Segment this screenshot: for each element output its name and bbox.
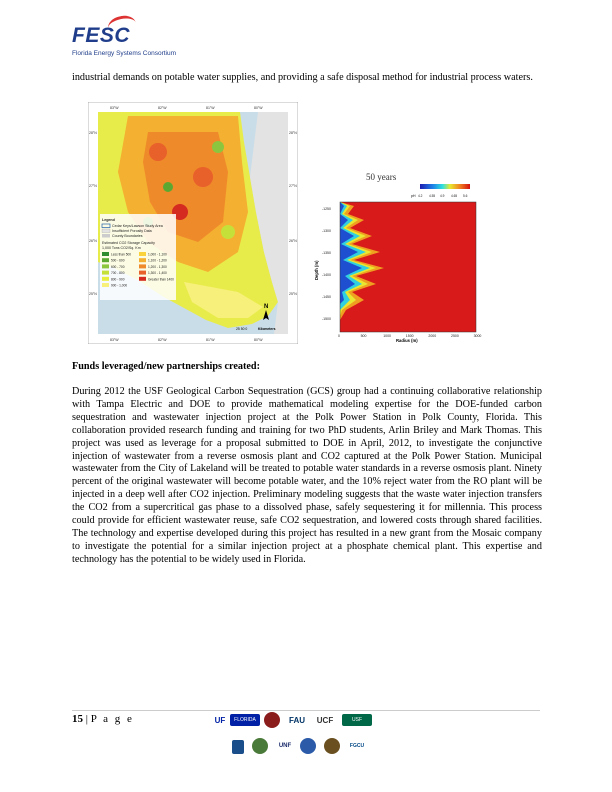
map-tick: 25°N: [89, 292, 97, 296]
famu-seal-icon: [252, 738, 268, 754]
map-tick: 82°W: [158, 106, 167, 110]
legend-swatch: [102, 229, 110, 233]
capacity-swatch: [139, 252, 146, 256]
capacity-label: Greater than 1400: [148, 277, 174, 282]
colorbar-tick: 5.6: [463, 194, 468, 198]
map-tick: 27°N: [89, 184, 97, 188]
florida-logo: FLORIDA: [230, 714, 260, 726]
map-tick: 26°N: [89, 239, 97, 243]
capacity-swatch: [102, 264, 109, 268]
fgcu-logo: FGCU: [346, 738, 368, 754]
colorbar-label: pH: [411, 194, 416, 198]
capacity-swatch: [139, 258, 146, 262]
intro-paragraph: industrial demands on potable water supplies, and providing a safe disposal method for industrial process waters.: [72, 72, 533, 83]
logo-text: FESC: [72, 24, 131, 47]
map-tick: 27°N: [289, 184, 297, 188]
capacity-label: 1,200 - 1,300: [148, 264, 167, 269]
capacity-units: 1,000 Tons CO2/Sq. Km: [102, 246, 141, 250]
map-tick: 28°N: [289, 131, 297, 135]
fau-logo: FAU: [286, 712, 308, 728]
plot-xtick: 1500: [405, 334, 414, 338]
plot-ytick: -1350: [322, 251, 331, 255]
capacity-swatch: [139, 271, 146, 275]
legend-item: Cedar Keys/Lawson Study Area: [112, 224, 163, 228]
legend-title: Legend: [102, 218, 115, 222]
capacity-swatch: [102, 252, 109, 256]
capacity-swatch: [102, 271, 109, 275]
plot-xtick: 2000: [428, 334, 437, 338]
plot-ytick: -1400: [322, 273, 331, 277]
colorbar-tick: 4.2: [418, 194, 423, 198]
plot-ytick: -1450: [322, 295, 331, 299]
north-label: N: [264, 304, 269, 310]
map-tick: 83°W: [110, 338, 119, 342]
capacity-label: 500 - 600: [111, 258, 125, 263]
colorbar-tick: 4.65: [451, 194, 458, 198]
legend-swatch: [102, 234, 110, 238]
scale-ticks: 25 50 0: [236, 327, 248, 331]
plot-title: 50 years: [366, 172, 397, 182]
plot-xtick: 3000: [473, 334, 482, 338]
map-tick: 25°N: [289, 292, 297, 296]
colorbar-tick: 4.9: [440, 194, 445, 198]
page-number-value: 15: [72, 713, 83, 725]
capacity-label: 600 - 700: [111, 264, 125, 269]
logo-subtitle: Florida Energy Systems Consortium: [72, 50, 177, 57]
ncf-seal-icon: [324, 738, 340, 754]
partner-logos-row-1: [212, 712, 392, 730]
colorbar-tick: 4.55: [429, 194, 436, 198]
map-tick: 26°N: [289, 239, 297, 243]
map-hotspot: [193, 167, 213, 187]
capacity-label: 1,100 - 1,200: [148, 258, 167, 263]
ph-plot: [310, 170, 490, 344]
capacity-swatch: [102, 277, 109, 281]
plot-xtick: 500: [360, 334, 367, 338]
capacity-label: 800 - 900: [111, 277, 125, 282]
legend-item: Insufficient Porosity Data: [112, 229, 152, 233]
capacity-label: 1,300 - 1,400: [148, 271, 167, 276]
capacity-label: 700 - 800: [111, 271, 125, 276]
ucf-logo: UCF: [312, 714, 338, 726]
map-tick: 83°W: [110, 106, 119, 110]
map-low-zone: [212, 141, 224, 153]
section-heading: Funds leveraged/new partnerships created:: [72, 361, 260, 372]
uwf-logo-icon: [232, 740, 244, 754]
capacity-swatch: [139, 277, 146, 281]
map-tick: 80°W: [254, 106, 263, 110]
plot-ylabel: Depth (m): [314, 260, 319, 280]
fsu-seal-icon: [264, 712, 280, 728]
capacity-label: Less than 500: [111, 252, 132, 257]
footer-divider: [72, 710, 540, 711]
plot-ytick: -1500: [322, 317, 331, 321]
legend-item: County Boundaries: [112, 234, 143, 238]
map-tick: 81°W: [206, 338, 215, 342]
plot-ytick: -1300: [322, 229, 331, 233]
plot-xtick: 2500: [451, 334, 459, 338]
map-low-zone: [163, 182, 173, 192]
map-tick: 28°N: [89, 131, 97, 135]
unf-logo: UNF: [276, 738, 294, 754]
map-hotspot: [149, 143, 167, 161]
usf-logo: USF: [342, 714, 372, 726]
map-legend: [100, 214, 176, 300]
capacity-label: 1,000 - 1,100: [148, 252, 167, 257]
capacity-swatch: [102, 283, 109, 287]
page-number: 15 | P a g e: [72, 713, 134, 725]
co2-storage-map: [88, 102, 298, 344]
capacity-swatch: [102, 258, 109, 262]
plot-xtick: 1000: [383, 334, 391, 338]
capacity-title: Estimated CO2 Storage Capacity: [102, 241, 155, 245]
map-tick: 82°W: [158, 338, 167, 342]
partner-logos-row-2: [232, 736, 382, 758]
page-label: P a g e: [90, 713, 134, 725]
uf-logo: UF: [212, 714, 228, 726]
colorbar: [420, 184, 470, 189]
map-tick: 81°W: [206, 106, 215, 110]
scale-label: Kilometers: [258, 327, 276, 331]
body-paragraph: During 2012 the USF Geological Carbon Sequestration (GCS) group had a continuing collaborative relationship with Tampa Electric and DOE to provide mathematical modeling expertise for the DOE-funded carbon sequestration and wastewater injection project at the Polk Power Station in Polk County, Florida. This collaboration provided research funding and training for two PhD students, Arlin Briley and Mark Thomas. This project was used as leverage for a proposal submitted to DOE in April, 2012, to investigate the conjunctive injection of wastewater from a reverse osmosis plant and CO2 captured at the Polk Power Station. Municipal wastewater from the City of Lakeland will be treated to potable water standards in a reverse osmosis plant. Ninety percent of the original wastewater will become potable water, and the 10% reject water from the RO plant will be injected in a deep well after CO2 injection. Preliminary modeling suggests that the waste water injection transfers the CO2 from a supercritical gas phase to a dissolved phase, safely sequestering it for millennia. This process could provide for efficient wastewater reuse, safe CO2 sequestration, and lowered costs through shared facilities. The technology and expertise developed during this project has resulted in a new grant from the Mosaic company to investigate the potential for a similar injection project at a phosphate chemical plant. This expertise and technology has the potential to be widely used in Florida.: [72, 386, 542, 565]
fesc-logo: [72, 14, 192, 60]
map-tick: 80°W: [254, 338, 263, 342]
capacity-label: 900 - 1,000: [111, 283, 128, 288]
fiu-seal-icon: [300, 738, 316, 754]
plot-xlabel: Radius (m): [396, 338, 418, 343]
map-low-zone: [221, 225, 235, 239]
plot-ytick: -1250: [322, 207, 331, 211]
plot-xtick: 0: [338, 334, 340, 338]
capacity-swatch: [139, 264, 146, 268]
